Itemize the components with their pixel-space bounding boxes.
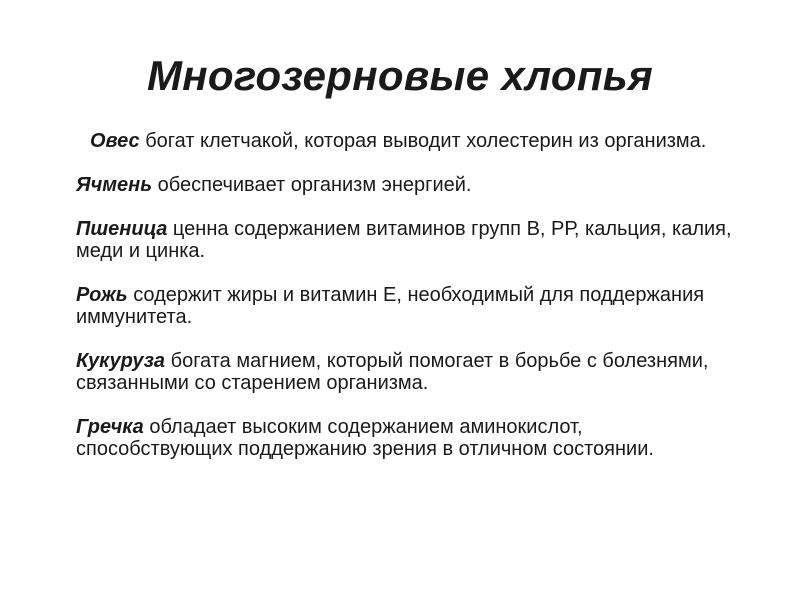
term-rye: Рожь [76,284,128,306]
term-barley: Ячмень [76,174,153,196]
description-corn: богата магнием, который помогает в борьбе с болезнями, связанными со старением организма. [76,350,709,394]
description-rye: содержит жиры и витамин Е, необходимый для поддержания иммунитета. [76,284,705,328]
description-buckwheat: обладает высоким содержанием аминокислот, способствующих поддержанию зрения в отличном состоянии. [76,416,654,460]
paragraph-barley [76,174,736,196]
description-wheat: ценна содержанием витаминов групп В, РР, кальция, калия, меди и цинка. [76,218,732,262]
paragraph-buckwheat [76,416,736,460]
paragraph-corn [76,350,736,394]
term-buckwheat: Гречка [76,416,144,438]
slide-body [76,130,736,482]
paragraph-rye [76,284,736,328]
paragraph-oats [76,130,736,152]
description-oats: богат клетчакой, которая выводит холестерин из организма. [139,130,707,152]
term-wheat: Пшеница [76,218,168,240]
slide-title: Многозерновые хлопья [146,52,654,99]
paragraph-wheat [76,218,736,262]
description-barley: обеспечивает организм энергией. [152,174,472,196]
term-corn: Кукуруза [76,350,166,372]
term-oats: Овес [90,130,140,152]
